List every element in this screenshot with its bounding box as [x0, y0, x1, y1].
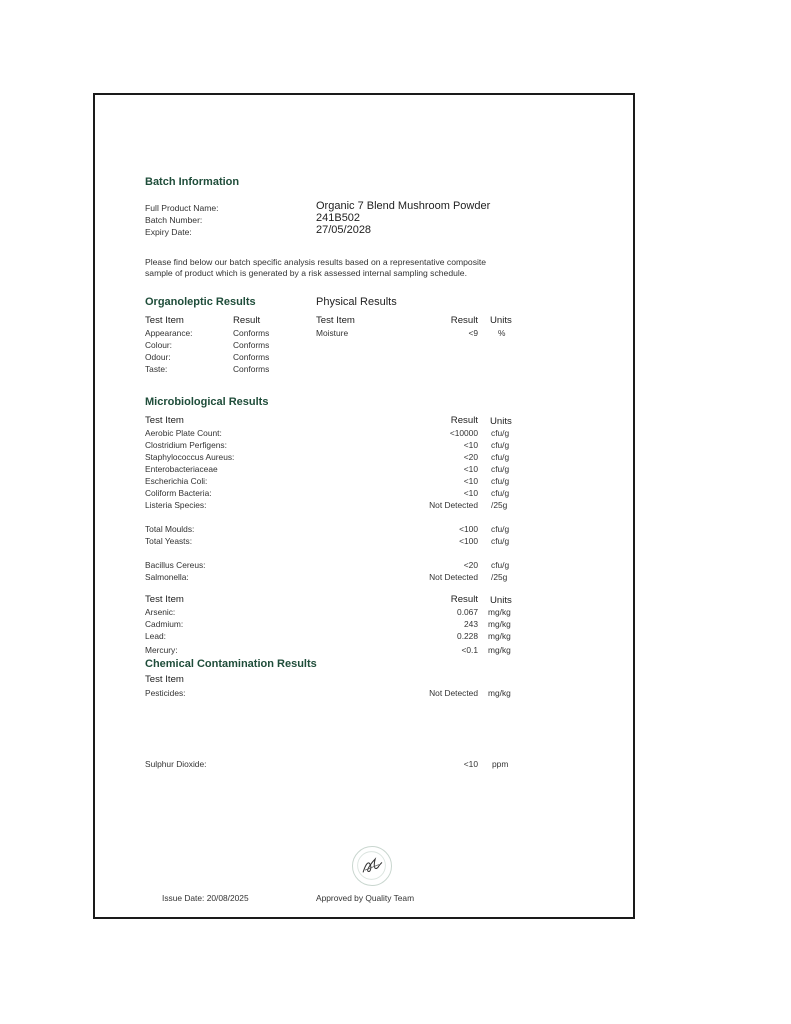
table-row-units: % — [498, 328, 506, 338]
batch-heading: Batch Information — [145, 176, 240, 188]
table-row-result: <20 — [463, 560, 478, 570]
table-row-result: <100 — [459, 536, 478, 546]
table-row-item: Appearance: — [145, 328, 193, 338]
table-row-units: mg/kg — [488, 645, 511, 655]
intro-text-line1: Please find below our batch specific analysis results based on a representative composite — [145, 257, 487, 267]
table-row-result: <10 — [463, 476, 478, 486]
table-row-result: <10 — [463, 440, 478, 450]
full-name-value: Organic 7 Blend Mushroom Powder — [316, 200, 491, 212]
table-row-units: cfu/g — [491, 464, 510, 474]
table-row-item: Coliform Bacteria: — [145, 488, 212, 498]
table-row-result: <0.1 — [461, 645, 478, 655]
table-row-result: <9 — [468, 328, 478, 338]
table-row-item: Total Moulds: — [145, 524, 195, 534]
signature-seal — [352, 846, 392, 886]
table-row-result: Not Detected — [429, 688, 478, 698]
micro-col-result: Result — [450, 415, 478, 426]
table-row-result: Conforms — [233, 328, 270, 338]
signature-icon — [353, 847, 390, 884]
table-row-item: Total Yeasts: — [145, 536, 193, 546]
table-row-item: Taste: — [145, 364, 168, 374]
table-row-item: Escherichia Coli: — [145, 476, 208, 486]
batch-number-label: Batch Number: — [145, 215, 203, 225]
table-row-units: cfu/g — [491, 452, 510, 462]
table-row-result: Conforms — [233, 364, 270, 374]
table-row-item: Enterobacteriaceae — [145, 464, 218, 474]
batch-number-value: 241B502 — [316, 212, 361, 224]
table-row-item: Sulphur Dioxide: — [145, 759, 207, 769]
micro-col-units: Units — [490, 416, 512, 427]
metals-col-result: Result — [450, 594, 478, 605]
table-row-item: Mercury: — [145, 645, 178, 655]
table-row-result: 243 — [464, 619, 478, 629]
table-row-item: Arsenic: — [145, 607, 176, 617]
table-row-units: cfu/g — [491, 488, 510, 498]
physical-col-item: Test Item — [316, 315, 355, 326]
table-row-result: Not Detected — [429, 572, 478, 582]
expiry-date-label: Expiry Date: — [145, 227, 192, 237]
table-row-item: Moisture — [316, 328, 349, 338]
table-row-item: Odour: — [145, 352, 171, 362]
table-row-units: mg/kg — [488, 631, 511, 641]
table-row-item: Bacillus Cereus: — [145, 560, 206, 570]
table-row-units: cfu/g — [491, 560, 510, 570]
table-row-item: Colour: — [145, 340, 172, 350]
metals-col-item: Test Item — [145, 594, 184, 605]
issue-date: Issue Date: 20/08/2025 — [162, 893, 249, 903]
table-row-units: cfu/g — [491, 476, 510, 486]
full-name-label: Full Product Name: — [145, 203, 219, 213]
table-row-units: /25g — [491, 572, 508, 582]
table-row-result: <10 — [463, 759, 478, 769]
table-row-result: <20 — [463, 452, 478, 462]
table-row-units: cfu/g — [491, 428, 510, 438]
table-row-item: Pesticides: — [145, 688, 186, 698]
table-row-units: cfu/g — [491, 524, 510, 534]
table-row-item: Aerobic Plate Count: — [145, 428, 222, 438]
table-row-result: 0.228 — [457, 631, 478, 641]
table-row-result: <100 — [459, 524, 478, 534]
table-row-item: Staphylococcus Aureus: — [145, 452, 235, 462]
table-row-units: /25g — [491, 500, 508, 510]
table-row-units: mg/kg — [488, 619, 511, 629]
chemical-col-item: Test Item — [145, 674, 184, 685]
table-row-item: Cadmium: — [145, 619, 184, 629]
physical-col-units: Units — [490, 315, 512, 326]
table-row-units: mg/kg — [488, 688, 511, 698]
organoleptic-heading: Organoleptic Results — [145, 296, 256, 308]
table-row-item: Lead: — [145, 631, 166, 641]
organoleptic-col-item: Test Item — [145, 315, 184, 326]
physical-col-result: Result — [450, 315, 478, 326]
table-row-item: Salmonella: — [145, 572, 189, 582]
table-row-result: <10 — [463, 488, 478, 498]
table-row-result: Conforms — [233, 352, 270, 362]
table-row-units: cfu/g — [491, 440, 510, 450]
chemical-heading: Chemical Contamination Results — [145, 658, 317, 670]
approved-by: Approved by Quality Team — [316, 893, 415, 903]
table-row-result: Conforms — [233, 340, 270, 350]
organoleptic-col-result: Result — [233, 315, 261, 326]
table-row-item: Clostridium Perfigens: — [145, 440, 227, 450]
table-row-units: ppm — [492, 759, 509, 769]
table-row-result: 0.067 — [457, 607, 478, 617]
physical-heading: Physical Results — [316, 296, 397, 308]
expiry-date-value: 27/05/2028 — [316, 224, 372, 236]
table-row-item: Listeria Species: — [145, 500, 207, 510]
micro-heading: Microbiological Results — [145, 396, 269, 408]
table-row-units: mg/kg — [488, 607, 511, 617]
table-row-units: cfu/g — [491, 536, 510, 546]
micro-col-item: Test Item — [145, 415, 184, 426]
table-row-result: <10 — [463, 464, 478, 474]
table-row-result: Not Detected — [429, 500, 478, 510]
metals-col-units: Units — [490, 595, 512, 606]
intro-text-line2: sample of product which is generated by a risk assessed internal sampling schedule. — [145, 268, 467, 278]
table-row-result: <10000 — [449, 428, 478, 438]
